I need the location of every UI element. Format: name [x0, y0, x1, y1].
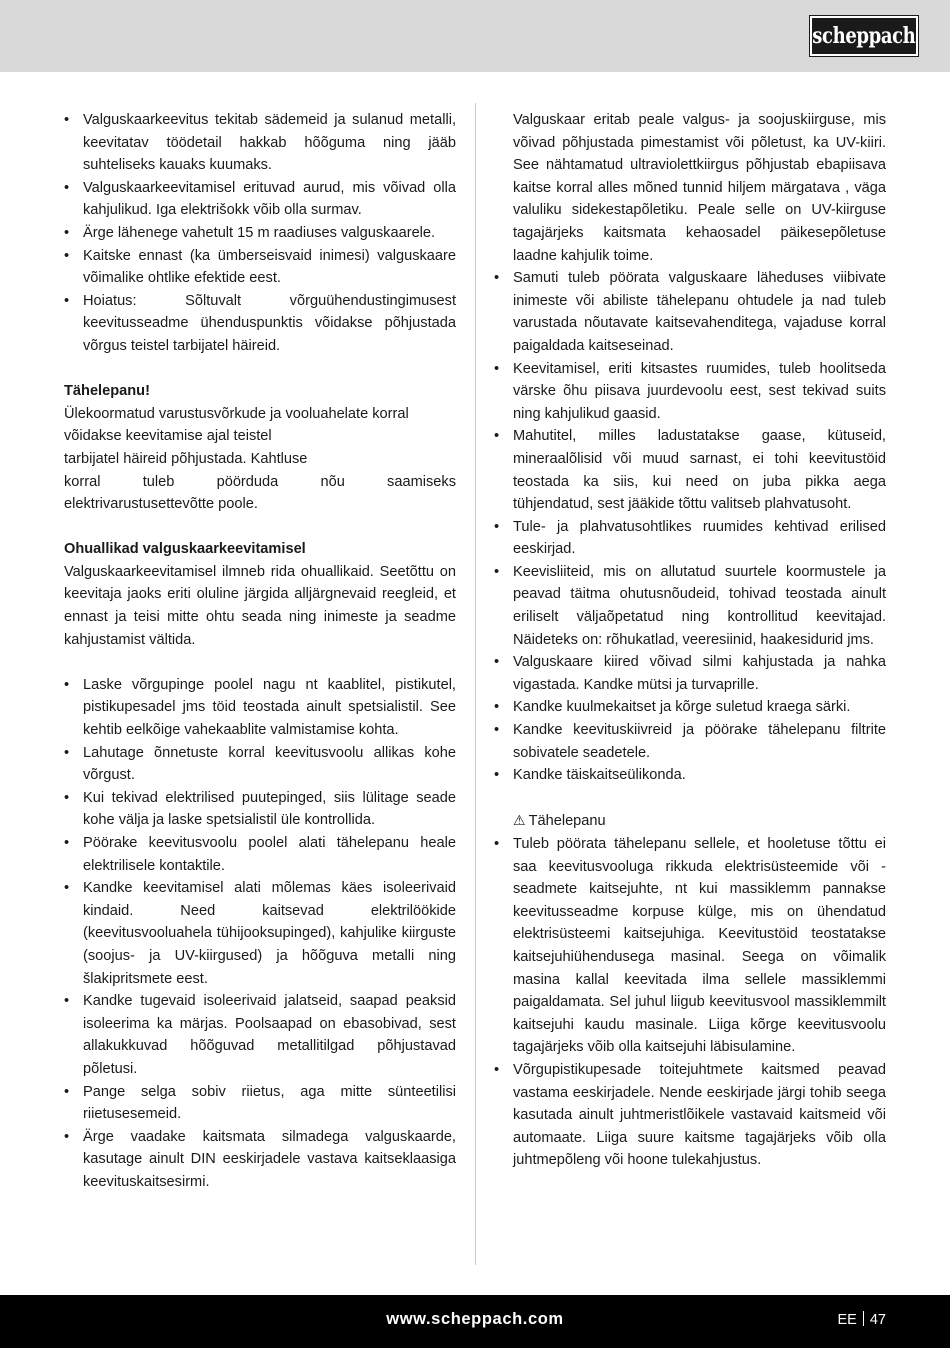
footer-bar: [0, 1295, 950, 1348]
list-item: • Tuleb pöörata tähelepanu sellele, et hooletuse tõttu ei saa keevitusvooluga rikkuda elektrisüsteemide või -seadmete kaitsejuhte, nt kui massiklemm pannakse keevitusseadme korpuse külge, mis on ühendatud elektrisüsteemi kaitsejuhiga. Keevitustöid teostatakse kaitsejuhiühendusega masinal. Seega on võimalik masina kallal keevitada ilma sellele massiklemmi paigaldamata. Sel juhul liigub keevitusvool massiklemmilt kaitsejuhi kaudu masinale. Liiga kõrge keevitusvoolu tagajärjeks võib olla kaitsejuhi läbisulamine.: [494, 833, 886, 1059]
list-item: • Kui tekivad elektrilised puutepinged, siis lülitage seade kohe välja ja laske spetsialistil üle kontrollida.: [64, 787, 456, 832]
top-safety-list: [64, 109, 456, 358]
list-item: • Ärge lähenege vahetult 15 m raadiuses valguskaarele.: [64, 222, 456, 245]
list-item: • Keevisliiteid, mis on allutatud suurtele koormustele ja peavad täitma ohutusnõudeid, tohivad teostada ainult eriliselt väljaõpetatud ning kontrollitud keevitajad. Näideteks on: rõhukatlad, veeresiinid, haakesidurid jms.: [494, 561, 886, 651]
page-number: 47: [869, 1312, 886, 1328]
list-item: • Laske võrgupinge poolel nagu nt kaablitel, pistikutel, pistikupesadel jms töid teostada ainult spetsialistil. See kehtib eelkõige vahekaablite valmistamise kohta.: [64, 674, 456, 742]
list-item: • Samuti tuleb pöörata valguskaare läheduses viibivate inimeste või abiliste tähelepanu ohtudele ja nad tuleb varustada nõutavate kaitsevahenditega, vajaduse korral paigaldada kaitseseinad.: [494, 267, 886, 357]
list-item: • Valguskaare kiired võivad silmi kahjustada ja nahka vigastada. Kandke mütsi ja turvaprille.: [494, 651, 886, 696]
attention-line: Ülekoormatud varustusvõrkude ja vooluahelate korral võidakse keevitamise ajal teistel: [64, 405, 409, 445]
list-item: • Hoiatus: Sõltuvalt võrguühendustingimusest keevitusseadme ühenduspunktis võidakse põhjustada võrgus teistel tarbijatel häireid.: [64, 290, 456, 358]
list-item: • Tule- ja plahvatusohtlikes ruumides kehtivad erilised eeskirjad.: [494, 516, 886, 561]
page-indicator: [838, 1311, 886, 1328]
list-item: • Kandke keevituskiivreid ja pöörake tähelepanu filtrite sobivatele seadetele.: [494, 719, 886, 764]
attention-line: tarbijatel häireid põhjustada. Kahtluse: [64, 450, 308, 467]
danger-paragraph: Valguskaarkeevitamisel ilmneb rida ohuallikaid. Seetõttu on keevitaja jaoks eriti oluline järgida alljärgnevaid reegleid, et ennast ja teisi mitte ohtu seada ning inimeste ja seadme kahjustamist vältida.: [64, 563, 456, 648]
list-item: • Valguskaarkeevitus tekitab sädemeid ja sulanud metalli, keevitatav töödetail hakkab hõõguma ning jääb suhteliseks kauaks kuumaks.: [64, 109, 456, 177]
right-safety-list: [494, 267, 886, 787]
brand-logo-text: scheppach: [812, 23, 916, 49]
warning-heading: Tähelepanu: [528, 813, 606, 830]
list-item: • Kandke täiskaitseülikonda.: [494, 764, 886, 787]
list-item: • Pange selga sobiv riietus, aga mitte sünteetilisi riietusesemeid.: [64, 1081, 456, 1126]
list-item: • Kaitske ennast (ka ümberseisvaid inimesi) valguskaare võimalike ohtlike efektide eest.: [64, 245, 456, 290]
website-link[interactable]: www.scheppach.com: [386, 1310, 564, 1328]
warning-triangle-icon: ⚠: [513, 812, 526, 829]
intro-paragraph: Valguskaar eritab peale valgus- ja soojuskiirguse, mis võivad põhjustada pimestamist või põletust, ka UV-kiiri. See nähtamatud ultraviolettkiirgus põhjustab ebapiisava kaitse korral alles mõned tunnid hiljem märgatava , väga valuliku sidekestapõletiku. Peale selle on UV-kiirguse tagajärjeks kaitsmata kehaosadel päikesepõletuse laadne kahjulik toime.: [513, 112, 886, 264]
list-item: • Kandke keevitamisel alati mõlemas käes isoleerivaid kindaid. Need kaitsevad elektrilöökide (keevitusvooluahela tühijooksupinged), kahjulike kiirguste (soojus- ja UV-kiirgused) ja hõõguva metalli ning šlakipritsmete eest.: [64, 877, 456, 990]
header-band: [0, 0, 950, 72]
brand-logo: [810, 16, 918, 56]
list-item: • Kandke tugevaid isoleerivaid jalatseid, saapad peaksid isoleerima ka märjas. Poolsaapad on ebasobivad, sest allakukkuvad hõõguvad metallitilgad põhjustavad põletusi.: [64, 990, 456, 1080]
left-column: [64, 109, 456, 1194]
column-divider: [475, 103, 476, 1265]
list-item: • Võrgupistikupesade toitejuhtmete kaitsmed peavad vastama eeskirjadele. Nende eeskirjade järgi tohib seega kasutada ainult juhtmeristlõikele vastavaid kaitsmeid või automaate. Liiga suure kaitsme tagajärjeks võib olla juhtmepõleng või hoone tulekahjustus.: [494, 1059, 886, 1172]
danger-heading: Ohuallikad valguskaarkeevitamisel: [64, 541, 306, 558]
language-code: EE: [837, 1312, 857, 1328]
page-separator: [863, 1311, 864, 1326]
right-column: [494, 109, 886, 1172]
warning-heading-row: [494, 809, 886, 833]
list-item: • Keevitamisel, eriti kitsastes ruumides, tuleb hoolitseda värske õhu piisava juurdevoolu eest, sest tekivad suits ning kahjulikud gaasid.: [494, 358, 886, 426]
list-item: • Valguskaarkeevitamisel erituvad aurud, mis võivad olla kahjulikud. Iga elektrišokk võib olla surmav.: [64, 177, 456, 222]
attention-heading: Tähelepanu!: [64, 383, 150, 400]
list-item: • Pöörake keevitusvoolu poolel alati tähelepanu heale elektrilisele kontaktile.: [64, 832, 456, 877]
attention-line: korral tuleb pöörduda nõu saamiseks elektrivarustusettevõtte poole.: [64, 473, 456, 513]
list-item: • Ärge vaadake kaitsmata silmadega valguskaarde, kasutage ainult DIN eeskirjadele vastava kaitseklaasiga keevituskaitsesirmi.: [64, 1126, 456, 1194]
bottom-safety-list: [64, 674, 456, 1194]
warning-list: [494, 833, 886, 1172]
list-item: • Kandke kuulmekaitset ja kõrge suletud kraega särki.: [494, 696, 886, 719]
list-item: • Lahutage õnnetuste korral keevitusvoolu allikas kohe võrgust.: [64, 742, 456, 787]
list-item: • Mahutitel, milles ladustatakse gaase, kütuseid, mineraalõlisid või muud sarnast, ei tohi keevitustöid teostada ka siis, kui need on juba pikka aega tühjendatud, sest jääkide tõttu valitseb plahvatusoht.: [494, 425, 886, 515]
